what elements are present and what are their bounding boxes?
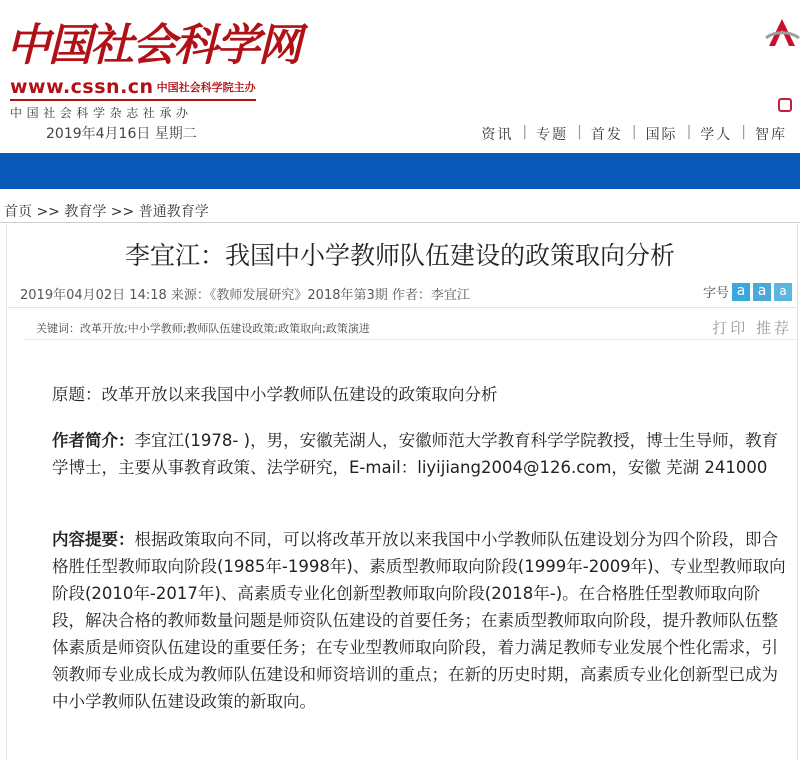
nav-separator: | [631, 124, 637, 140]
font-size-medium-button[interactable]: a [753, 283, 771, 301]
divider [8, 307, 798, 308]
author-label: 作者简介： [52, 431, 135, 450]
font-size-label: 字号 [702, 286, 729, 301]
original-title: 原题：改革开放以来我国中小学教师队伍建设的政策取向分析 [52, 385, 498, 404]
bookmark-icon[interactable] [778, 98, 792, 112]
nav-item-international[interactable]: 国际 [645, 127, 678, 143]
nav-item-think-tank[interactable]: 智库 [755, 127, 787, 143]
blue-nav-bar [0, 153, 800, 189]
nav-separator: | [741, 124, 746, 140]
top-nav [472, 124, 796, 144]
nav-item-scholars[interactable]: 学人 [700, 127, 733, 143]
article-meta: 2019年04月02日 14:18 来源：《教师发展研究》2018年第3期 作者：李宜江 [20, 288, 470, 303]
divider [0, 222, 800, 223]
site-url[interactable]: www.cssn.cn [10, 76, 154, 98]
share-link[interactable]: 推荐 [755, 319, 792, 337]
nav-item-topics[interactable]: 专题 [536, 127, 569, 143]
nav-item-news[interactable]: 资讯 [481, 127, 514, 143]
author-text: 李宜江(1978- )，男，安徽芜湖人，安徽师范大学教育科学学院教授，博士生导师，教育学博士，主要从事教育政策、法学研究，E-mail：liyijiang2004@126.com，安徽 芜湖 241000 [52, 431, 779, 477]
abstract-text: 根据政策取向不同，可以将改革开放以来我国中小学教师队伍建设划分为四个阶段，即合格胜任型教师取向阶段(1985年-1998年)、素质型教师取向阶段(1999年-2009年)、专业型教师取向阶段(2010年-2017年)、高素质专业化创新型教师取向阶段(2018年-)。在合格胜任型教师取向阶段，解决合格的教师数量问题是师资队伍建设的首要任务；在素质型教师取向阶段，提升教师队伍整体素质是师资队伍建设的重要任务；在专业型教师取向阶段，着力满足教师专业发展个性化需求，引领教师专业成长成为教师队伍建设和师资培训的重点；在新的历史时期，高素质专业化创新型已成为中小学教师队伍建设政策的新取向。 [52, 530, 786, 711]
current-date: 2019年4月16日 星期二 [46, 126, 197, 142]
original-title-paragraph [18, 381, 788, 408]
site-host: 中国社会科学院主办 [156, 81, 256, 94]
article-keywords: 关键词：改革开放;中小学教师;教师队伍建设政策;政策取向;政策演进 [36, 322, 370, 335]
font-size-control [703, 282, 792, 301]
author-paragraph [18, 427, 788, 481]
site-url-row [10, 76, 256, 101]
site-subtitle: 中国社会科学杂志社承办 [10, 106, 193, 120]
site-header [0, 0, 800, 152]
breadcrumb[interactable]: 首页 >> 教育学 >> 普通教育学 [4, 204, 209, 220]
abstract-label: 内容提要： [52, 530, 135, 549]
nav-separator: | [577, 124, 582, 140]
abstract-paragraph [18, 526, 788, 715]
nav-separator: | [686, 124, 692, 140]
divider [24, 339, 798, 340]
site-logo[interactable]: 中国社会科学网 [6, 20, 300, 71]
font-size-small-button[interactable]: a [774, 283, 792, 301]
nav-separator: | [522, 124, 528, 140]
article-title: 李宜江：我国中小学教师队伍建设的政策取向分析 [124, 241, 675, 270]
print-link[interactable]: 打印 [712, 319, 749, 337]
print-share-links [712, 317, 792, 338]
font-size-large-button[interactable]: a [732, 283, 750, 301]
nav-item-first-publish[interactable]: 首发 [590, 127, 623, 143]
cass-logo-icon[interactable] [764, 16, 800, 52]
